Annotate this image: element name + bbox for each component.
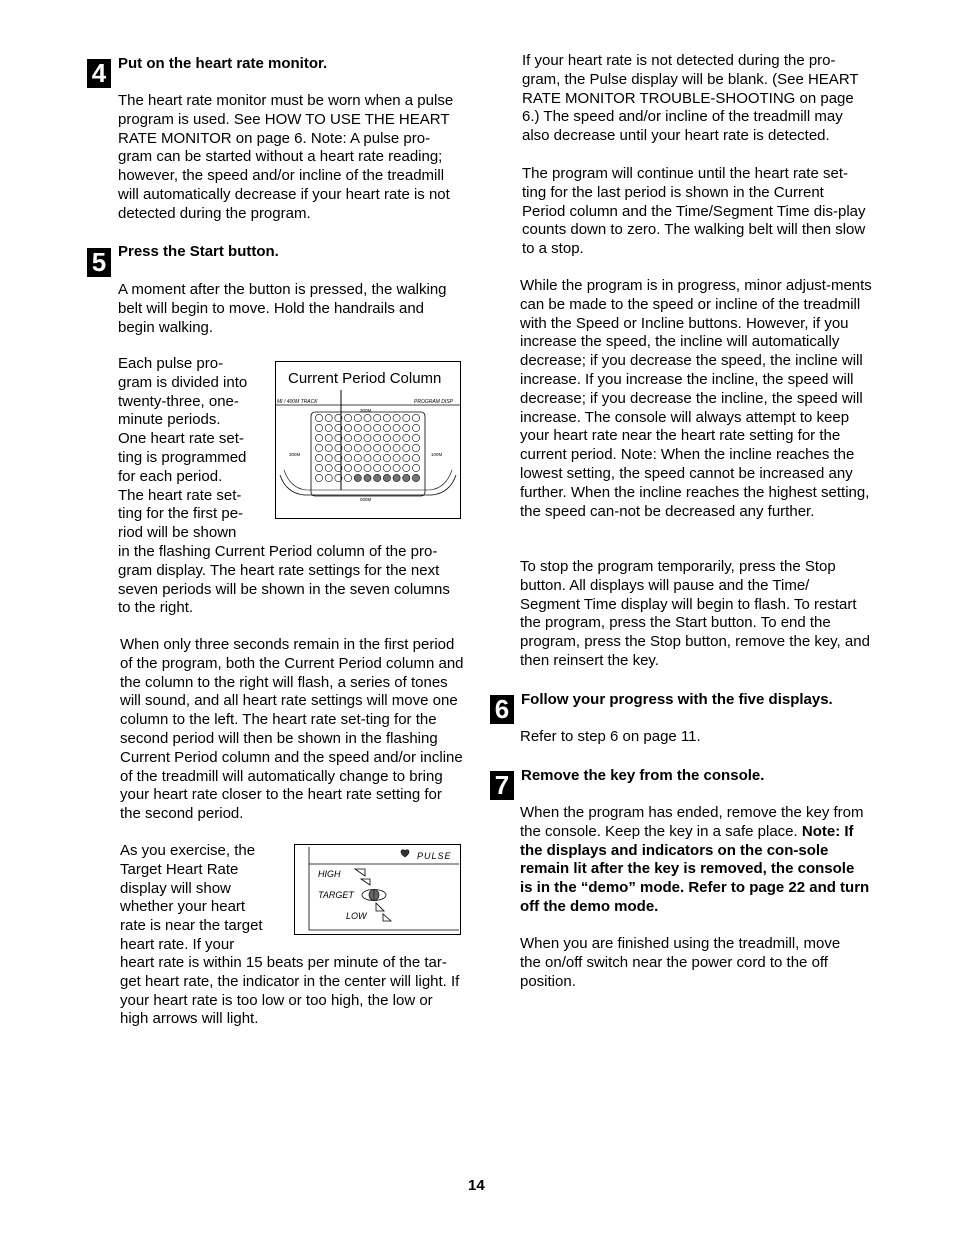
wrap-line: As you exercise, the xyxy=(120,842,256,859)
led-dot xyxy=(393,464,400,471)
led-dot xyxy=(393,414,400,421)
led-dot xyxy=(325,424,332,431)
program-display-label: PROGRAM DISP xyxy=(414,399,453,405)
led-dot xyxy=(393,424,400,431)
led-dot xyxy=(364,444,371,451)
led-dot xyxy=(383,434,390,441)
step-4-heading: Put on the heart rate monitor. xyxy=(118,55,328,72)
led-dot xyxy=(412,434,419,441)
step-5-paragraph-3: When only three seconds remain in the first period of the program, both the Current Period column and the column to the right will flash, a series of tones will sound, and all heart rate settings will move one column to the left. The heart rate set-ting for the second period will then be shown in the flashing Current Period column and the speed and/or incline of the treadmill will automatically change to bring your heart rate closer to the heart rate setting for the second period. xyxy=(120,636,464,823)
program-display-graphic xyxy=(276,390,460,518)
right-paragraph-1: If your heart rate is not detected during the pro-gram, the Pulse display will be blank. (See HEART RATE MONITOR TROUBLE-SHOOTING on page 6.) The speed and/or incline of the treadmill may also decrease until your heart rate is detected. xyxy=(522,52,859,145)
led-dot xyxy=(403,474,410,481)
wrap-line: Each pulse pro- xyxy=(118,355,224,372)
led-dot xyxy=(315,424,322,431)
led-dot xyxy=(383,474,390,481)
step-5-paragraph-4-wrap xyxy=(120,842,280,955)
led-dot xyxy=(325,434,332,441)
led-dot xyxy=(412,444,419,451)
target-heart-rate-graphic xyxy=(295,845,460,934)
wrap-line: whether your heart xyxy=(120,898,246,916)
target-heart-rate-figure xyxy=(294,844,461,935)
step-6-heading: Follow your progress with the five displays. xyxy=(521,691,833,708)
led-dot xyxy=(315,444,322,451)
led-dot xyxy=(383,414,390,421)
step-5-heading: Press the Start button. xyxy=(118,243,279,260)
pulse-label: PULSE xyxy=(417,851,452,861)
led-dot xyxy=(364,474,371,481)
led-dot xyxy=(393,454,400,461)
wrap-line: One heart rate set- xyxy=(118,430,244,448)
program-display-figure xyxy=(275,361,461,519)
step-5-paragraph-4-rest: heart rate is within 15 beats per minute of the tar-get heart rate, the indicator in the center will light. If your heart rate is too low or too high, the low or high arrows will light. xyxy=(120,954,460,1028)
led-dot xyxy=(345,414,352,421)
target-label: TARGET xyxy=(318,890,354,900)
led-dot xyxy=(354,474,361,481)
led-dot xyxy=(374,434,381,441)
led-dot xyxy=(374,414,381,421)
led-dot xyxy=(345,454,352,461)
high-label: HIGH xyxy=(318,869,341,879)
led-dot xyxy=(383,454,390,461)
led-dot xyxy=(354,454,361,461)
led-dot xyxy=(403,434,410,441)
right-paragraph-2: The program will continue until the heart rate set-ting for the last period is shown in the Current Period column and the Time/Segment Time dis-play counts down to zero. The walking belt will then slow to a stop. xyxy=(522,165,866,258)
led-dot xyxy=(315,454,322,461)
led-dot xyxy=(354,424,361,431)
wrap-line: for each period. xyxy=(118,467,223,485)
led-dot xyxy=(412,424,419,431)
led-dot xyxy=(412,474,419,481)
led-dot xyxy=(364,424,371,431)
bottom-distance-mark: 000M xyxy=(360,497,372,502)
step-7-paragraph-1 xyxy=(520,804,870,917)
low-arrow-icon xyxy=(383,914,391,921)
led-dot xyxy=(354,434,361,441)
led-dot xyxy=(383,444,390,451)
step-4-paragraph: The heart rate monitor must be worn when a pulse program is used. See HOW TO USE THE HEART RATE MONITOR on page 6. Note: A pulse pro-gram can be started without a heart rate reading; however, the speed and/or incline of the treadmill will automatically decrease if your heart rate is not detected during the program. xyxy=(118,92,454,222)
high-arrow-icon xyxy=(355,869,365,876)
led-dot xyxy=(315,414,322,421)
step-number-7: 7 xyxy=(490,771,514,800)
wrap-line: ting for the first pe- xyxy=(118,505,244,523)
led-dot xyxy=(403,464,410,471)
wrap-line: gram is divided into xyxy=(118,373,248,391)
led-dot xyxy=(383,424,390,431)
led-dot xyxy=(345,424,352,431)
figure-caption: Current Period Column xyxy=(288,370,442,387)
right-paragraph-4: To stop the program temporarily, press the Stop button. All displays will pause and the Time/ Segment Time display will begin to flash. To restart the program, press the Start button. To end the program, press the Stop button, remove the key, and then reinsert the key. xyxy=(520,558,870,669)
step-7-text: When the program has ended, remove the key from the console. Keep the key in a safe place. xyxy=(520,804,864,840)
led-dot xyxy=(345,444,352,451)
led-dot xyxy=(345,434,352,441)
led-dot xyxy=(393,444,400,451)
led-dot xyxy=(383,464,390,471)
led-dot xyxy=(325,454,332,461)
step-5-paragraph-2-wrap xyxy=(118,355,268,543)
led-dot xyxy=(374,474,381,481)
wrap-line: rate is near the target xyxy=(120,917,263,935)
led-dot xyxy=(345,474,352,481)
led-dot xyxy=(393,434,400,441)
step-number-6: 6 xyxy=(490,695,514,724)
led-dot xyxy=(403,454,410,461)
led-dot xyxy=(354,444,361,451)
top-distance-mark: 300M xyxy=(360,408,372,413)
led-dot xyxy=(412,464,419,471)
page-number: 14 xyxy=(468,1177,485,1194)
led-dot xyxy=(315,474,322,481)
led-dot xyxy=(325,444,332,451)
track-label: MI / 400M TRACK xyxy=(277,399,318,405)
led-dot xyxy=(345,464,352,471)
low-arrow-icon xyxy=(376,903,384,911)
step-6-paragraph: Refer to step 6 on page 11. xyxy=(520,728,701,745)
led-dot xyxy=(325,414,332,421)
led-dot xyxy=(325,464,332,471)
led-dot xyxy=(403,444,410,451)
led-dot xyxy=(403,424,410,431)
led-dot xyxy=(374,454,381,461)
wrap-line: riod will be shown xyxy=(118,524,237,542)
led-dot xyxy=(364,414,371,421)
step-7-heading: Remove the key from the console. xyxy=(521,767,765,784)
led-dot xyxy=(412,414,419,421)
step-5-paragraph-1: A moment after the button is pressed, the walking belt will begin to move. Hold the handrails and begin walking. xyxy=(118,281,447,336)
led-dot xyxy=(364,454,371,461)
wrap-line: Target Heart Rate xyxy=(120,860,239,878)
high-arrow-icon xyxy=(361,879,370,885)
led-dot xyxy=(364,464,371,471)
left-distance-mark: 300M xyxy=(289,452,301,457)
led-dot xyxy=(354,414,361,421)
wrap-line: The heart rate set- xyxy=(118,486,242,504)
wrap-line: display will show xyxy=(120,879,231,897)
led-dot xyxy=(325,474,332,481)
low-label: LOW xyxy=(346,911,367,921)
step-7-note: Note: If the displays and indicators on the con-sole remain lit after the key is removed, the console is in the “demo” mode. Refer to page 22 and turn off the demo mode. xyxy=(520,822,870,915)
step-7-paragraph-2: When you are finished using the treadmill, move the on/off switch near the power cord to the off position. xyxy=(520,935,841,990)
led-dot xyxy=(412,454,419,461)
led-dot xyxy=(315,434,322,441)
right-distance-mark: 100M xyxy=(431,452,443,457)
led-dot xyxy=(403,414,410,421)
wrap-line: ting is programmed xyxy=(118,448,247,466)
right-paragraph-3: While the program is in progress, minor adjust-ments can be made to the speed or incline of the treadmill with the Speed or Incline buttons. However, if you increase the speed, the incline will automatically decrease; if you decrease the speed, the incline will increase. If you increase the incline, the speed will decrease; if you decrease the incline, the speed will increase. The console will always attempt to keep your heart rate near the heart rate setting for the current period. Note: When the incline reaches the lowest setting, the speed cannot be increased any further. When the incline reaches the highest setting, the speed can-not be decreased any further. xyxy=(520,277,872,520)
wrap-line: minute periods. xyxy=(118,411,221,429)
led-dot xyxy=(374,464,381,471)
heart-icon xyxy=(401,850,409,857)
step-number-4: 4 xyxy=(87,59,111,88)
led-dot xyxy=(315,464,322,471)
led-dot xyxy=(354,464,361,471)
led-dot xyxy=(393,474,400,481)
wrap-line: heart rate. If your xyxy=(120,935,235,953)
led-dot xyxy=(364,434,371,441)
step-number-5: 5 xyxy=(87,248,111,277)
step-5-paragraph-2-rest: in the flashing Current Period column of the pro-gram display. The heart rate settings for the next seven periods will be shown in the seven columns to the right. xyxy=(118,543,450,617)
led-dot xyxy=(374,424,381,431)
led-dot xyxy=(374,444,381,451)
wrap-line: twenty-three, one- xyxy=(118,392,239,410)
